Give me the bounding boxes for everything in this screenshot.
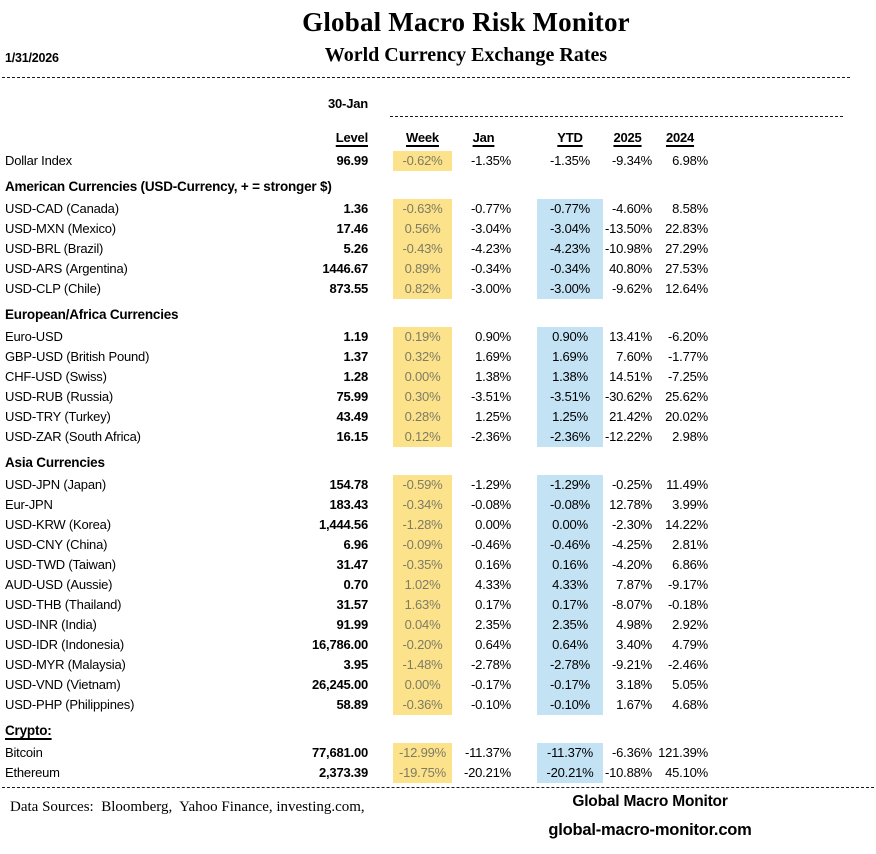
row-label: USD-CLP (Chile) xyxy=(5,281,101,296)
spacer xyxy=(515,259,537,279)
week-cell: -12.99% xyxy=(393,743,452,763)
jan-cell: 0.17% xyxy=(475,597,511,612)
page-title: Global Macro Risk Monitor xyxy=(302,7,630,37)
jan-cell: 0.00% xyxy=(475,517,511,532)
spacer xyxy=(368,575,393,595)
y2025-cell: 4.98% xyxy=(616,617,652,632)
section-header: Crypto: xyxy=(5,723,52,738)
y2024-cell: 12.64% xyxy=(665,281,708,296)
spacer xyxy=(515,535,537,555)
spacer xyxy=(515,367,537,387)
spacer xyxy=(368,407,393,427)
spacer xyxy=(368,347,393,367)
spacer xyxy=(515,387,537,407)
y2025-cell: -2.30% xyxy=(612,517,652,532)
level-cell: 6.96 xyxy=(343,537,368,552)
ytd-cell: -1.29% xyxy=(537,475,603,495)
y2025-cell: -9.62% xyxy=(612,281,652,296)
y2024-cell: 6.86% xyxy=(672,557,708,572)
y2025-cell: -4.20% xyxy=(612,557,652,572)
y2025-cell: 21.42% xyxy=(609,409,652,424)
jan-cell: -1.35% xyxy=(471,153,511,168)
jan-cell: 2.35% xyxy=(475,617,511,632)
table-row xyxy=(0,279,760,299)
row-label: USD-TRY (Turkey) xyxy=(5,409,111,424)
section-header: Asia Currencies xyxy=(5,455,105,470)
top-divider xyxy=(2,77,850,78)
level-cell: 16.15 xyxy=(336,429,368,444)
row-label: Euro-USD xyxy=(5,329,63,344)
level-cell: 31.57 xyxy=(336,597,368,612)
y2024-cell: 25.62% xyxy=(665,389,708,404)
week-cell: -0.43% xyxy=(393,239,452,259)
y2024-cell: 2.92% xyxy=(672,617,708,632)
table-row xyxy=(0,635,760,655)
y2024-cell: 27.53% xyxy=(665,261,708,276)
y2024-cell: 2.98% xyxy=(672,429,708,444)
spacer xyxy=(515,279,537,299)
y2025-cell: -0.25% xyxy=(612,477,652,492)
spacer xyxy=(515,695,537,715)
y2025-cell: -10.88% xyxy=(604,765,652,780)
row-label: USD-VND (Vietnam) xyxy=(5,677,121,692)
y2024-cell: 2.81% xyxy=(672,537,708,552)
table-row xyxy=(0,763,760,783)
ytd-cell: -11.37% xyxy=(537,743,603,763)
jan-cell: 0.16% xyxy=(475,557,511,572)
spacer xyxy=(515,655,537,675)
week-cell: 0.04% xyxy=(393,615,452,635)
ytd-cell: -0.77% xyxy=(537,199,603,219)
level-cell: 31.47 xyxy=(336,557,368,572)
level-cell: 1.19 xyxy=(343,329,368,344)
column-header-level: Level xyxy=(335,130,368,145)
week-cell: -0.09% xyxy=(393,535,452,555)
table-row xyxy=(0,219,760,239)
week-cell: -1.48% xyxy=(393,655,452,675)
week-cell: 1.63% xyxy=(393,595,452,615)
jan-cell: -2.78% xyxy=(471,657,511,672)
row-label: GBP-USD (British Pound) xyxy=(5,349,150,364)
row-label: AUD-USD (Aussie) xyxy=(5,577,113,592)
spacer xyxy=(515,555,537,575)
y2025-cell: -8.07% xyxy=(612,597,652,612)
ytd-cell: -0.17% xyxy=(537,675,603,695)
ytd-cell: -0.08% xyxy=(537,495,603,515)
spacer xyxy=(368,675,393,695)
brand-name: Global Macro Monitor xyxy=(572,793,728,810)
ytd-cell: -0.34% xyxy=(537,259,603,279)
level-cell: 96.99 xyxy=(336,153,368,168)
jan-cell: 1.25% xyxy=(475,409,511,424)
column-header-week: Week xyxy=(406,130,439,145)
table-row xyxy=(0,367,760,387)
brand-block xyxy=(520,793,780,840)
spacer xyxy=(515,743,537,763)
ytd-cell: 1.69% xyxy=(537,347,603,367)
y2024-cell: 22.83% xyxy=(665,221,708,236)
level-cell: 77,681.00 xyxy=(312,745,369,760)
spacer xyxy=(368,555,393,575)
ytd-cell: -3.00% xyxy=(537,279,603,299)
y2025-cell: 14.51% xyxy=(609,369,652,384)
spacer xyxy=(515,495,537,515)
ytd-cell: -4.23% xyxy=(537,239,603,259)
spacer xyxy=(515,575,537,595)
brand-url: global-macro-monitor.com xyxy=(548,821,752,839)
spacer xyxy=(368,495,393,515)
level-cell: 2,373.39 xyxy=(318,765,368,780)
level-cell: 1,444.56 xyxy=(318,517,368,532)
report-header xyxy=(0,0,876,67)
table-row xyxy=(0,595,760,615)
spacer xyxy=(368,763,393,783)
table-row xyxy=(0,535,760,555)
week-cell: 0.12% xyxy=(393,427,452,447)
week-cell: 0.32% xyxy=(393,347,452,367)
table-row xyxy=(0,555,760,575)
row-label: CHF-USD (Swiss) xyxy=(5,369,107,384)
table-row xyxy=(0,575,760,595)
week-cell: -0.62% xyxy=(393,151,452,171)
as-of-date-label: 30-Jan xyxy=(328,96,368,111)
level-cell: 154.78 xyxy=(329,477,368,492)
jan-cell: -4.23% xyxy=(471,241,511,256)
spacer xyxy=(515,327,537,347)
jan-cell: -1.29% xyxy=(471,477,511,492)
ytd-cell: -2.78% xyxy=(537,655,603,675)
week-cell: 0.89% xyxy=(393,259,452,279)
ytd-cell: -2.36% xyxy=(537,427,603,447)
table-row xyxy=(0,347,760,367)
table-row xyxy=(0,239,760,259)
table-row xyxy=(0,407,760,427)
row-label: USD-ARS (Argentina) xyxy=(5,261,128,276)
spacer xyxy=(368,259,393,279)
ytd-cell: 0.00% xyxy=(537,515,603,535)
table-row xyxy=(0,675,760,695)
ytd-cell: -3.04% xyxy=(537,219,603,239)
table-row xyxy=(0,387,760,407)
y2025-cell: -9.34% xyxy=(612,153,652,168)
spacer xyxy=(368,595,393,615)
spacer xyxy=(515,199,537,219)
spacer xyxy=(515,615,537,635)
ytd-cell: 0.90% xyxy=(537,327,603,347)
spacer xyxy=(368,367,393,387)
week-cell: 0.82% xyxy=(393,279,452,299)
row-label: Ethereum xyxy=(5,765,60,780)
level-cell: 58.89 xyxy=(336,697,368,712)
spacer xyxy=(368,535,393,555)
table-row xyxy=(0,495,760,515)
y2024-cell: -7.25% xyxy=(668,369,708,384)
row-label: USD-CNY (China) xyxy=(5,537,108,552)
y2025-cell: 3.18% xyxy=(616,677,652,692)
y2025-cell: -6.36% xyxy=(612,745,652,760)
report-date: 1/31/2026 xyxy=(5,51,59,65)
data-sources: Data Sources: Bloomberg, Yahoo Finance, investing.com, xyxy=(10,799,365,815)
ytd-cell: 0.17% xyxy=(537,595,603,615)
level-cell: 873.55 xyxy=(329,281,368,296)
section-header: European/Africa Currencies xyxy=(5,307,179,322)
ytd-cell: -3.51% xyxy=(537,387,603,407)
ytd-cell: -1.35% xyxy=(550,153,590,168)
level-cell: 1.28 xyxy=(343,369,368,384)
y2025-cell: -12.22% xyxy=(604,429,652,444)
spacer xyxy=(368,743,393,763)
as-of-row xyxy=(0,93,760,115)
level-cell: 1446.67 xyxy=(322,261,368,276)
y2025-cell: -30.62% xyxy=(604,389,652,404)
y2025-cell: 1.67% xyxy=(616,697,652,712)
level-cell: 1.37 xyxy=(343,349,368,364)
jan-cell: -11.37% xyxy=(464,745,511,760)
spacer xyxy=(515,475,537,495)
spacer xyxy=(515,151,537,171)
row-label: USD-BRL (Brazil) xyxy=(5,241,104,256)
y2025-cell: 7.60% xyxy=(616,349,652,364)
week-cell: -19.75% xyxy=(393,763,452,783)
ytd-cell: 4.33% xyxy=(537,575,603,595)
y2024-cell: 45.10% xyxy=(665,765,708,780)
table-row xyxy=(0,151,760,171)
ytd-cell: 0.16% xyxy=(537,555,603,575)
table-row xyxy=(0,199,760,219)
level-cell: 1.36 xyxy=(343,201,368,216)
week-cell: 1.02% xyxy=(393,575,452,595)
y2025-cell: 12.78% xyxy=(609,497,652,512)
y2024-cell: -0.18% xyxy=(668,597,708,612)
table-row xyxy=(0,259,760,279)
y2024-cell: -2.46% xyxy=(668,657,708,672)
spacer xyxy=(515,239,537,259)
week-cell: 0.30% xyxy=(393,387,452,407)
spacer xyxy=(515,407,537,427)
spacer xyxy=(515,219,537,239)
spacer xyxy=(368,635,393,655)
row-label: USD-TWD (Taiwan) xyxy=(5,557,116,572)
spacer xyxy=(515,763,537,783)
jan-cell: 0.64% xyxy=(475,637,511,652)
y2025-cell: 7.87% xyxy=(616,577,652,592)
week-cell: 0.56% xyxy=(393,219,452,239)
table-row xyxy=(0,515,760,535)
level-cell: 43.49 xyxy=(336,409,368,424)
spacer xyxy=(368,655,393,675)
level-cell: 75.99 xyxy=(336,389,368,404)
column-header-ytd: YTD xyxy=(557,130,583,145)
ytd-cell: 2.35% xyxy=(537,615,603,635)
jan-cell: -3.04% xyxy=(471,221,511,236)
spacer xyxy=(368,475,393,495)
ytd-cell: -0.10% xyxy=(537,695,603,715)
level-cell: 26,245.00 xyxy=(312,677,369,692)
level-cell: 3.95 xyxy=(343,657,368,672)
y2024-cell: 8.58% xyxy=(672,201,708,216)
spacer xyxy=(368,695,393,715)
spacer xyxy=(368,199,393,219)
jan-cell: -3.51% xyxy=(471,389,511,404)
ytd-cell: 1.38% xyxy=(537,367,603,387)
jan-cell: 1.38% xyxy=(475,369,511,384)
level-cell: 183.43 xyxy=(329,497,368,512)
jan-cell: -2.36% xyxy=(471,429,511,444)
y2024-cell: -6.20% xyxy=(668,329,708,344)
spacer xyxy=(368,219,393,239)
section-header: American Currencies (USD-Currency, + = stronger $) xyxy=(5,179,332,194)
row-label: USD-PHP (Philippines) xyxy=(5,697,135,712)
jan-cell: 1.69% xyxy=(475,349,511,364)
column-header-row xyxy=(0,115,760,145)
level-cell: 17.46 xyxy=(336,221,368,236)
y2024-cell: 5.05% xyxy=(672,677,708,692)
table-row xyxy=(0,655,760,675)
ytd-cell: -20.21% xyxy=(537,763,603,783)
level-cell: 5.26 xyxy=(343,241,368,256)
y2024-cell: 11.49% xyxy=(666,477,708,492)
spacer xyxy=(368,427,393,447)
week-cell: 0.28% xyxy=(393,407,452,427)
spacer xyxy=(515,427,537,447)
spacer xyxy=(368,387,393,407)
row-label: USD-THB (Thailand) xyxy=(5,597,122,612)
row-label: USD-MYR (Malaysia) xyxy=(5,657,126,672)
y2025-cell: 13.41% xyxy=(609,329,652,344)
week-cell: -0.20% xyxy=(393,635,452,655)
ytd-cell: -0.46% xyxy=(537,535,603,555)
y2024-cell: -1.77% xyxy=(668,349,708,364)
week-cell: -0.63% xyxy=(393,199,452,219)
fx-rates-table xyxy=(0,93,760,783)
table-row xyxy=(0,615,760,635)
level-cell: 91.99 xyxy=(336,617,368,632)
table-row xyxy=(0,695,760,715)
spacer xyxy=(515,515,537,535)
jan-cell: -20.21% xyxy=(463,765,511,780)
y2024-cell: 6.98% xyxy=(672,153,708,168)
jan-cell: -0.34% xyxy=(471,261,511,276)
spacer xyxy=(515,635,537,655)
y2025-cell: 40.80% xyxy=(609,261,652,276)
table-row xyxy=(0,743,760,763)
page-subtitle: World Currency Exchange Rates xyxy=(324,44,608,66)
week-cell: -0.59% xyxy=(393,475,452,495)
y2024-cell: 121.39% xyxy=(658,745,708,760)
row-label: USD-RUB (Russia) xyxy=(5,389,114,404)
spacer xyxy=(368,239,393,259)
jan-cell: -0.17% xyxy=(471,677,511,692)
spacer xyxy=(368,515,393,535)
y2024-cell: 3.99% xyxy=(672,497,708,512)
jan-cell: 4.33% xyxy=(475,577,511,592)
jan-cell: -0.77% xyxy=(471,201,511,216)
row-label: USD-CAD (Canada) xyxy=(5,201,119,216)
y2025-cell: -9.21% xyxy=(612,657,652,672)
spacer xyxy=(368,279,393,299)
y2024-cell: 27.29% xyxy=(665,241,708,256)
row-label: USD-IDR (Indonesia) xyxy=(5,637,125,652)
spacer xyxy=(515,347,537,367)
ytd-cell: 1.25% xyxy=(537,407,603,427)
y2024-cell: 14.22% xyxy=(665,517,708,532)
column-header-2024: 2024 xyxy=(665,130,695,145)
y2025-cell: 3.40% xyxy=(616,637,652,652)
column-header-jan: Jan xyxy=(472,130,495,145)
y2025-cell: -13.50% xyxy=(604,221,652,236)
week-cell: -0.34% xyxy=(393,495,452,515)
table-row xyxy=(0,475,760,495)
y2024-cell: -9.17% xyxy=(668,577,708,592)
week-cell: -1.28% xyxy=(393,515,452,535)
y2024-cell: 20.02% xyxy=(665,409,708,424)
y2024-cell: 4.68% xyxy=(672,697,708,712)
jan-cell: -0.08% xyxy=(471,497,511,512)
spacer xyxy=(368,327,393,347)
y2024-cell: 4.79% xyxy=(672,637,708,652)
spacer xyxy=(515,675,537,695)
spacer xyxy=(515,595,537,615)
row-label: Bitcoin xyxy=(5,745,43,760)
y2025-cell: -4.25% xyxy=(612,537,652,552)
jan-cell: 0.90% xyxy=(475,329,511,344)
row-label: USD-ZAR (South Africa) xyxy=(5,429,141,444)
table-body xyxy=(0,151,760,783)
spacer xyxy=(368,151,393,171)
jan-cell: -0.46% xyxy=(471,537,511,552)
level-cell: 16,786.00 xyxy=(312,637,369,652)
spacer xyxy=(368,615,393,635)
spacer xyxy=(0,93,312,115)
week-cell: 0.00% xyxy=(393,675,452,695)
table-row xyxy=(0,427,760,447)
week-cell: -0.36% xyxy=(393,695,452,715)
jan-cell: -0.10% xyxy=(471,697,511,712)
row-label: Dollar Index xyxy=(5,153,72,168)
row-label: USD-JPN (Japan) xyxy=(5,477,107,492)
week-cell: 0.00% xyxy=(393,367,452,387)
week-cell: 0.19% xyxy=(393,327,452,347)
column-header-2025: 2025 xyxy=(613,130,642,145)
level-cell: 0.70 xyxy=(343,577,368,592)
row-label: Eur-JPN xyxy=(5,497,53,512)
y2025-cell: -4.60% xyxy=(612,201,652,216)
table-row xyxy=(0,327,760,347)
ytd-cell: 0.64% xyxy=(537,635,603,655)
row-label: USD-INR (India) xyxy=(5,617,97,632)
row-label: USD-KRW (Korea) xyxy=(5,517,111,532)
bottom-divider xyxy=(2,787,874,788)
week-cell: -0.35% xyxy=(393,555,452,575)
jan-cell: -3.00% xyxy=(471,281,511,296)
y2025-cell: -10.98% xyxy=(604,241,652,256)
row-label: USD-MXN (Mexico) xyxy=(5,221,116,236)
